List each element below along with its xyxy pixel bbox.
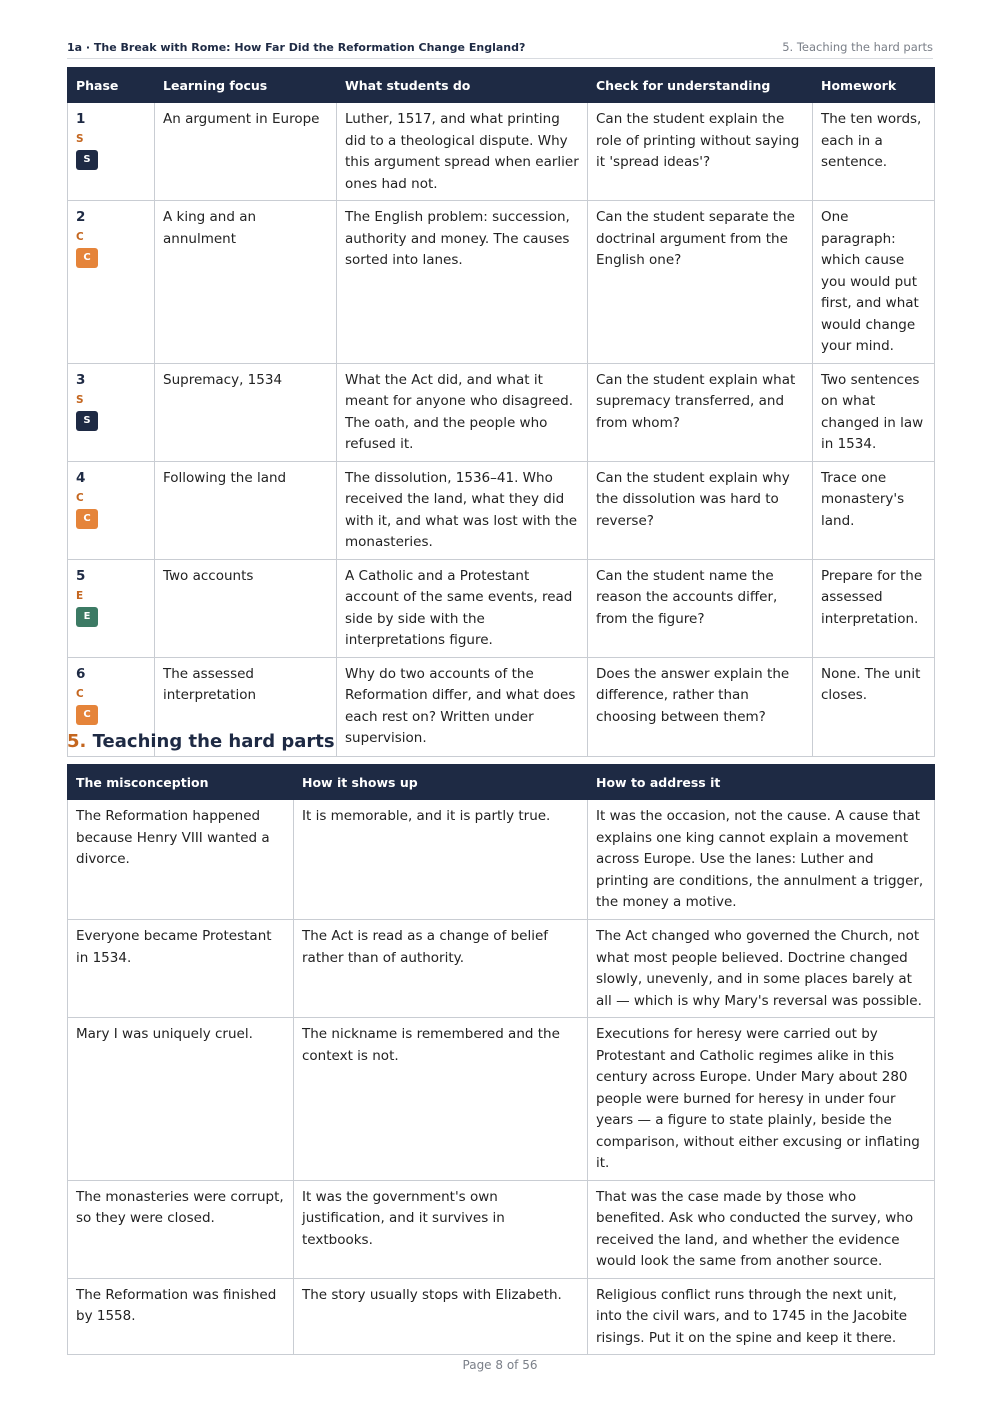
table-row	[68, 201, 935, 364]
phase-badge: E	[76, 607, 98, 627]
phase-badge: S	[76, 150, 98, 170]
address-cell: Religious conflict runs through the next unit, into the civil wars, and to 1745 in the Jacobite risings. Put it on the spine and keep it there.	[588, 1278, 935, 1355]
phase-code: C	[76, 491, 84, 504]
phase-number: 3	[76, 371, 86, 388]
check-cell: Can the student explain why the dissolution was hard to reverse?	[588, 461, 813, 559]
phase-number: 1	[76, 111, 86, 127]
phase-number: 5	[76, 567, 86, 584]
phase-code: C	[76, 687, 84, 700]
table-row	[68, 461, 935, 559]
running-head-title: 1a · The Break with Rome: How Far Did the Reformation Change England?	[67, 40, 526, 54]
learning-focus-cell: An argument in Europe	[155, 103, 337, 201]
learning-focus-cell: Following the land	[155, 461, 337, 559]
phase-code: E	[76, 589, 84, 602]
homework-cell: One paragraph: which cause you would put first, and what would change your mind.	[813, 201, 935, 364]
what-students-do-cell: Why do two accounts of the Reformation differ, and what does each rest on? Written under supervision.	[337, 657, 588, 756]
phase-cell	[68, 103, 155, 201]
phase-badge: C	[76, 705, 98, 725]
phase-number: 2	[76, 209, 86, 225]
section-number: 5.	[67, 731, 87, 752]
column-header-how-it-shows-up: How it shows up	[294, 765, 588, 800]
column-header-how-to-address: How to address it	[588, 765, 935, 800]
what-students-do-cell: Luther, 1517, and what printing did to a theological dispute. Why this argument spread when earlier ones had not.	[337, 103, 588, 201]
misconception-cell: Everyone became Protestant in 1534.	[68, 920, 294, 1018]
misconceptions-table	[67, 764, 935, 1355]
table-row	[68, 559, 935, 657]
learning-focus-cell: Two accounts	[155, 559, 337, 657]
what-students-do-cell: The English problem: succession, authority and money. The causes sorted into lanes.	[337, 201, 588, 364]
table-row	[68, 920, 935, 1018]
phase-code: S	[76, 133, 84, 145]
column-header-what-students-do: What students do	[337, 68, 588, 103]
phase-cell	[68, 201, 155, 364]
address-cell: It was the occasion, not the cause. A cause that explains one king cannot explain a movement across Europe. Use the lanes: Luther and printing are conditions, the annulment a trigger, the money a motive.	[588, 800, 935, 920]
shows-up-cell: The Act is read as a change of belief rather than of authority.	[294, 920, 588, 1018]
check-cell: Can the student explain the role of printing without saying it 'spread ideas'?	[588, 103, 813, 201]
homework-cell: None. The unit closes.	[813, 657, 935, 756]
phase-cell	[68, 363, 155, 461]
table-row	[68, 800, 935, 920]
check-cell: Can the student separate the doctrinal argument from the English one?	[588, 201, 813, 364]
section-title: Teaching the hard parts	[92, 731, 335, 752]
learning-focus-cell: The assessed interpretation	[155, 657, 337, 756]
homework-cell: Prepare for the assessed interpretation.	[813, 559, 935, 657]
table-row	[68, 363, 935, 461]
phase-number: 4	[76, 469, 86, 486]
page-number: Page 8 of 56	[462, 1358, 538, 1372]
phase-cell	[68, 559, 155, 657]
column-header-homework: Homework	[813, 68, 935, 103]
check-cell: Does the answer explain the difference, rather than choosing between them?	[588, 657, 813, 756]
homework-cell: The ten words, each in a sentence.	[813, 103, 935, 201]
running-head	[67, 36, 933, 59]
address-cell: That was the case made by those who benefited. Ask who conducted the survey, who received the land, and whether the evidence would look the same from another source.	[588, 1180, 935, 1278]
misconception-cell: The Reformation happened because Henry VIII wanted a divorce.	[68, 800, 294, 920]
phase-code: S	[76, 393, 84, 406]
table-header-row	[68, 68, 935, 103]
shows-up-cell: The story usually stops with Elizabeth.	[294, 1278, 588, 1355]
check-cell: Can the student name the reason the accounts differ, from the figure?	[588, 559, 813, 657]
homework-cell: Trace one monastery's land.	[813, 461, 935, 559]
phase-badge: S	[76, 411, 98, 431]
check-cell: Can the student explain what supremacy transferred, and from whom?	[588, 363, 813, 461]
homework-cell: Two sentences on what changed in law in 1534.	[813, 363, 935, 461]
misconception-cell: The Reformation was finished by 1558.	[68, 1278, 294, 1355]
what-students-do-cell: What the Act did, and what it meant for anyone who disagreed. The oath, and the people who refused it.	[337, 363, 588, 461]
phase-cell	[68, 461, 155, 559]
misconception-cell: The monasteries were corrupt, so they were closed.	[68, 1180, 294, 1278]
column-header-misconception: The misconception	[68, 765, 294, 800]
column-header-learning-focus: Learning focus	[155, 68, 337, 103]
running-head-section: 5. Teaching the hard parts	[782, 40, 933, 54]
phase-badge: C	[76, 248, 98, 268]
table-header-row	[68, 765, 935, 800]
table-row	[68, 1278, 935, 1355]
phase-number: 6	[76, 665, 86, 682]
address-cell: The Act changed who governed the Church, not what most people believed. Doctrine changed slowly, unevenly, and in some places barely at all — which is why Mary's reversal was possible.	[588, 920, 935, 1018]
phase-code: C	[76, 231, 84, 243]
learning-focus-cell: Supremacy, 1534	[155, 363, 337, 461]
learning-focus-cell: A king and an annulment	[155, 201, 337, 364]
what-students-do-cell: A Catholic and a Protestant account of the same events, read side by side with the interpretations figure.	[337, 559, 588, 657]
lesson-plan-table	[67, 67, 935, 757]
misconception-cell: Mary I was uniquely cruel.	[68, 1018, 294, 1181]
shows-up-cell: The nickname is remembered and the context is not.	[294, 1018, 588, 1181]
shows-up-cell: It was the government's own justification, and it survives in textbooks.	[294, 1180, 588, 1278]
table-row	[68, 103, 935, 201]
address-cell: Executions for heresy were carried out by Protestant and Catholic regimes alike in this century across Europe. Under Mary about 280 people were burned for heresy in under four years — a figure to state plainly, beside the comparison, without either excusing or inflating it.	[588, 1018, 935, 1181]
phase-badge: C	[76, 509, 98, 529]
column-header-phase: Phase	[68, 68, 155, 103]
table-row	[68, 1018, 935, 1181]
table-row	[68, 1180, 935, 1278]
section-heading	[67, 731, 335, 752]
shows-up-cell: It is memorable, and it is partly true.	[294, 800, 588, 920]
column-header-check: Check for understanding	[588, 68, 813, 103]
what-students-do-cell: The dissolution, 1536–41. Who received the land, what they did with it, and what was lost with the monasteries.	[337, 461, 588, 559]
